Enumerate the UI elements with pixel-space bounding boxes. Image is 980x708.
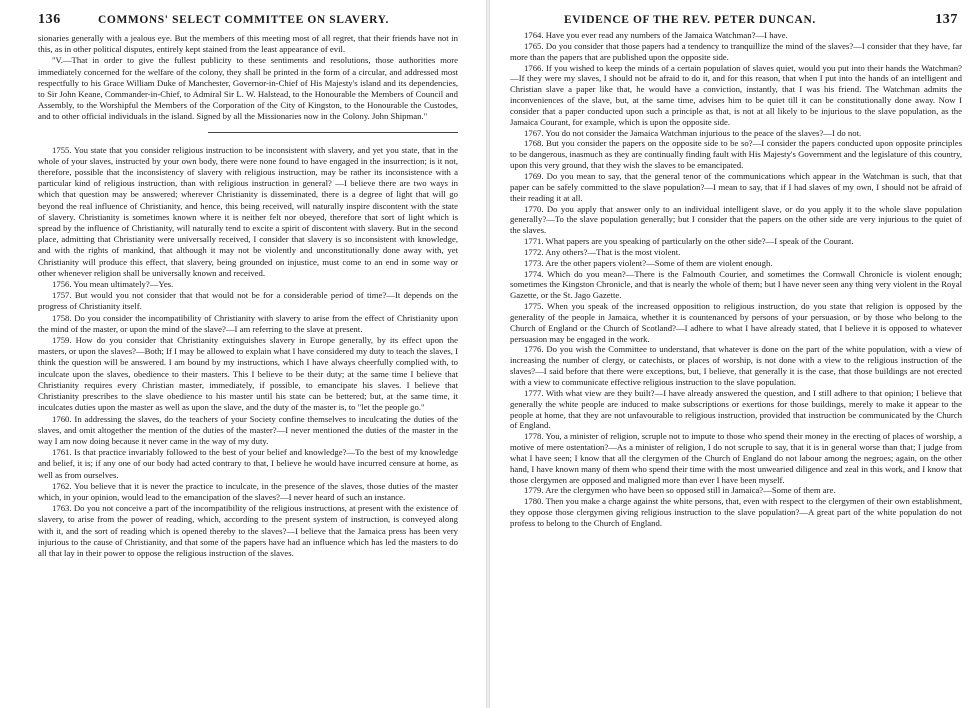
question-1756: 1756. You mean ultimately?—Yes.	[52, 279, 174, 290]
question-1764: 1764. Have you ever read any numbers of the Jamaica Watchman?—I have.	[524, 30, 788, 40]
question-1766: 1766. If you wished to keep the minds of a certain population of slaves quiet, would you put into their hands the Watchman?—If they were my slaves, I should not be afraid to do it, and for this reason, that when I put into the hands of an intelligent and Christian slave a paper like that, he would have a conviction, instantly, that I was his friend. The Watchman admits the inconveniences of the slave, but, at the same time, advises him to be quiet till it can be constitutionally done away. Now I consider that a paper conducted upon such a principle as that, is not at all likely to be injurious to the slave population, as the Jamaica Courant, for example, which is upon the opposite side.	[510, 62, 962, 127]
quote-paragraph: sionaries generally with a jealous eye. But the members of this meeting most of all regret, that their friends have not in this, as in other political disputes, entirely kept stained from the least appearance of evil.	[38, 33, 458, 55]
question-1778: 1778. You, a minister of religion, scruple not to impute to those who spend their money in the erecting of places of worship, a motive of mere ostentation?—As a minister of religion, I do not scruple to say, that it is in general worse than that; I judge from what I have seen; I know that all the clergymen of the Church of England do not labour among the negroes; again, on the other hand, I have known many of them who spend their time with the most unwearied diligence and zeal in this work, and I know that those clergymen are opposed and maligned more than ever I have been myself.	[510, 431, 962, 485]
question-1769: 1769. Do you mean to say, that the general tenor of the communications which appear in the Watchman is such, that that paper can be safely committed to the slave population?—I mean to say, that if I had slaves of my own, I should not be afraid of their reading it at all.	[510, 170, 962, 203]
question-1755: 1755. You state that you consider religious instruction to be inconsistent with slavery, and yet you state, that in the whole of your slaves, instructed by your own body, there were none found to have engaged in the insurrection; is it not, therefore, possible that the inconsistency of slavery with religious instruction, may be rather its inconsistence with a particular kind of religious instruction, than with religious instruction in general? —I believe there are two ways in which that question may be answered; wherever Christianity is disseminated, there is a degree of light that will go beyond the real influence of Christianity, and hence, this being received, will naturally inspire discontent with the state of slavery. Christianity is sometimes known where it is neither felt nor obeyed, therefore that sort of light which is spread by the influence of Christianity, will naturally tend to excite a spirit of discontent with slavery. But in the second place, admitting that Christianity were universally received, I consider that slavery is so inconsistent with knowledge, and with the rights of mankind, that although it may not be violently and unconstitutionally done away with, yet Christianity will produce this effect, that slavery, being grounded on injustice, must come to an end in some way or other whenever religion shall be universally known and received.	[38, 144, 458, 278]
question-1768: 1768. But you consider the papers on the opposite side to be so?—I consider the papers conducted upon opposite principles to be dangerous, inasmuch as they are continually finding fault with His Majesty's Government and the legislature of this country, upon this very ground, that they wish the slaves to be emancipated.	[510, 138, 962, 171]
question-1761: 1761. Is that practice invariably followed to the best of your belief and knowledge?—To the best of my knowledge and belief, it is; if any one of our body had acted contrary to that, I believe he would have incurred censure at home, as well as from ourselves.	[38, 447, 458, 480]
question-1757: 1757. But would you not consider that that would not be for a considerable period of time?—It depends on the progress of Christianity itself.	[38, 290, 458, 312]
section-divider	[208, 132, 458, 133]
right-running-head: EVIDENCE OF THE REV. PETER DUNCAN.	[564, 14, 816, 26]
right-page	[490, 0, 980, 708]
right-page-number: 137	[935, 12, 958, 27]
question-1776: 1776. Do you wish the Committee to understand, that whatever is done on the part of the white population, with a view of increasing the number of clergy, or catechists, or places of worship, is not done with a view to the religious instruction of the slaves?—I said before that there were exceptions, but, I believe, that generally it is the case, that those buildings are not erected with a view to communicate effective religious instruction to the slave population.	[510, 344, 962, 387]
question-1779: 1779. Are the clergymen who have been so opposed still in Jamaica?—Some of them are.	[524, 485, 836, 496]
left-page	[0, 0, 486, 708]
right-running-header	[490, 12, 980, 28]
left-page-number: 136	[38, 12, 61, 27]
quoted-resolution	[38, 33, 458, 123]
question-1760: 1760. In addressing the slaves, do the teachers of your Society confine themselves to inculcating the duties of the slaves, and omit altogether the mention of the duties of the master?—I never mentioned the duties of the master in the way I am now doing because it never came in the way of my duty.	[38, 413, 458, 446]
question-1774: 1774. Which do you mean?—There is the Falmouth Courier, and sometimes the Cornwall Chronicle is violent enough; sometimes the Kingston Chronicle, and that is nearly the whole of them; but I have never seen any thing very violent in the Royal Gazette, or the St. Jago Gazette.	[510, 268, 962, 301]
question-1758: 1758. Do you consider the incompatibility of Christianity with slavery to arise from the effect of Christianity upon the mind of the master, or upon the mind of the slave?—I am referring to the slave at present.	[38, 312, 458, 334]
left-running-head: COMMONS' SELECT COMMITTEE ON SLAVERY.	[98, 14, 389, 26]
question-1762: 1762. You believe that it is never the practice to inculcate, in the presence of the slaves, those duties of the master which, in your opinion, would lead to the emancipation of the slaves?—I never heard of such an instance.	[38, 480, 458, 502]
question-1763: 1763. Do you not conceive a part of the incompatibility of the religious instructions, at present with the existence of slavery, to arise from the power of reading, which, according to the present system of instruction, is conveyed along with it, and the sort of reading which is opened thereby to the slaves?—I believe that the Jamaica press has been very injurious to the cause of Christianity, and that some of the papers have had an influence which has led the masters to do all that lay in their power to oppose the religious instruction of the slaves.	[38, 503, 458, 558]
quote-paragraph: "V.—That in order to give the fullest publicity to these sentiments and resolutions, those authorities more immediately concerned for the welfare of the colony, they shall be printed in the form of a circular, and addressed most respectfully to his Grace William Duke of Manchester, Governor-in-Chief of His Majesty's island and its dependencies, to Sir John Keane, Commander-in-Chief, to Admiral Sir L. W. Halstead, to the Honourable the Members of Council and Assembly, to the Worshipful the Members of the Corporation of the City of Kingston, to the Honourable the Custodes, and to other official individuals in the island. Signed by all the Missionaries now in the Colony. John Shipman."	[38, 55, 458, 122]
right-text-column	[510, 30, 962, 529]
left-text-column	[38, 33, 458, 559]
question-1775: 1775. When you speak of the increased opposition to religious instruction, do you state that religion is opposed by the generality of the people in Jamaica, whether it is countenanced by persons of your persuasion, or by those who belong to the Church of England or the Church of Scotland?—I adhere to what I have already stated, that I believe it is opposed to whatever persuasion may be engaged in the work.	[510, 301, 962, 344]
question-1771: 1771. What papers are you speaking of particularly on the other side?—I speak of the Courant.	[524, 236, 854, 247]
question-1765: 1765. Do you consider that those papers had a tendency to tranquillize the mind of the slaves?—I consider that they have, far more than the papers that are published upon the opposite side.	[510, 40, 962, 62]
question-1773: 1773. Are the other papers violent?—Some of them are violent enough.	[524, 257, 773, 268]
question-1777: 1777. With what view are they built?—I have already answered the question, and I still adhere to that opinion; I believe that generally the white people are induced to make subscriptions or exertions for those buildings, merely to make it appear to the people at home, that they are not unfavourable to religious instruction, provided that instruction be communicated by the Church of England.	[510, 387, 962, 431]
question-1770: 1770. Do you apply that answer only to an individual intelligent slave, or do you apply it to the whole slave population generally?—To the slave population generally; but I consider that the papers on the other side are very injurious to the quiet of the slaves.	[510, 203, 962, 236]
question-1759: 1759. How do you consider that Christianity extinguishes slavery in Europe generally, by its effect upon the masters, or upon the slaves?—Both; If I may be allowed to explain what I have considered my duty to teach the slaves, I think the question will be answered. I am bound by my instructions, which I have always cheerfully complied with, to inculcate upon the slaves, obedience to their masters. This I believe to be their duty; at the same time I believe that Christianity requires every Christian master, immediately, if possible, to emancipate his slaves. I believe that Christianity prescribes to the slave obedience to his master until his state can be bettered; but, at the same time, it inculcates duties upon the master as well as upon the slave, and the duty of the master is, to "let the people go."	[38, 335, 458, 413]
left-running-header	[0, 12, 486, 28]
question-1767: 1767. You do not consider the Jamaica Watchman injurious to the peace of the slaves?—I do not.	[524, 127, 862, 138]
question-1772: 1772. Any others?—That is the most violent.	[524, 246, 681, 257]
question-1780: 1780. Then you make a charge against the white persons, that, even with respect to the clergymen of their own establishment, they oppose those clergymen giving religious instruction to the slave population?—A great part of the white population do not profess to belong to the Church of England.	[510, 496, 962, 528]
